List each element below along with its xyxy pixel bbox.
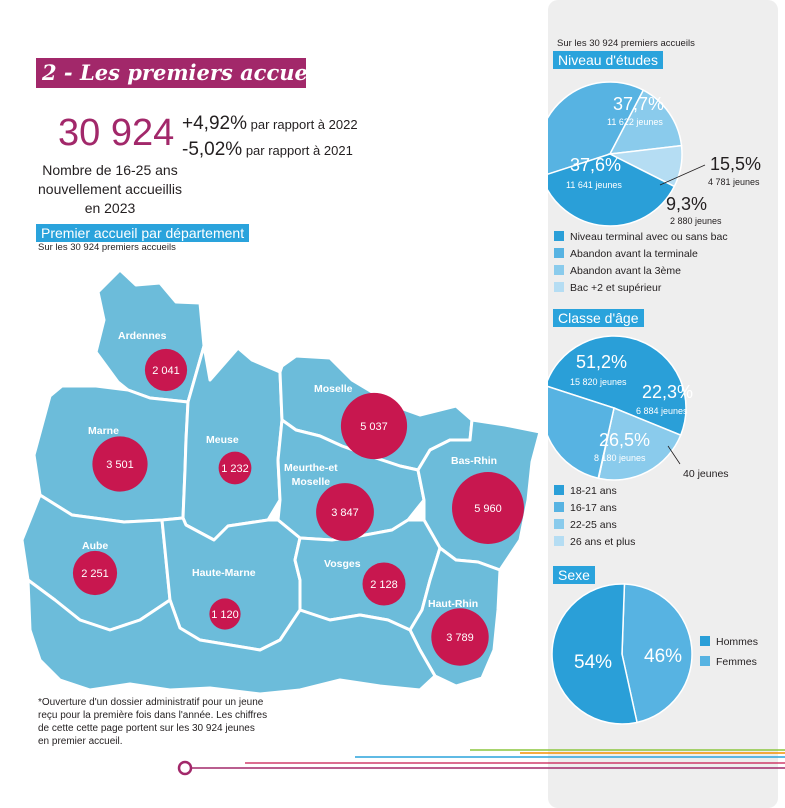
dept-label-vosges: Vosges [324,558,361,570]
studies-pct-3: 9,3% [666,194,708,214]
dept-label-moselle: Moselle [314,383,353,395]
bubble-value-6: 2 251 [81,568,109,580]
age-count-1: 8 180 jeunes [594,453,646,463]
delta-2021-pct: -5,02% [182,139,243,160]
footnote: *Ouverture d'un dossier administratif pour un jeune reçu pour la première fois dans l'année. Les chiffres de cette cette page portent sur les 30 924 jeunes en premier accueil. [38,697,268,747]
age-legend-1: 16-17 ans [554,502,617,514]
studies-legend-0: Niveau terminal avec ou sans bac [554,231,728,243]
map-subtitle: Sur les 30 924 premiers accueils [38,242,176,253]
sex-legend-1: Femmes [700,656,757,668]
bubble-value-7: 1 120 [211,609,239,621]
bubble-value-8: 2 128 [370,579,398,591]
map-title: Premier accueil par département [36,224,249,242]
page-title: 2 - Les premiers accueils* [36,58,306,88]
studies-count-3: 2 880 jeunes [670,216,722,226]
delta-2021-text: par rapport à 2021 [245,143,353,158]
dept-label-hautemarne: Haute-Marne [192,567,256,579]
studies-legend-3: Bac +2 et supérieur [554,282,661,294]
dept-label-meuse: Meuse [206,434,239,446]
age-count-2: 6 884 jeunes [636,406,688,416]
delta-2022-text: par rapport à 2022 [250,117,358,132]
delta-2022-pct: +4,92% [182,113,247,134]
studies-subtitle: Sur les 30 924 premiers accueils [557,38,695,49]
age-title: Classe d'âge [553,309,644,327]
sex-title: Sexe [553,566,595,584]
bubble-value-5: 5 960 [474,503,502,515]
studies-count-0: 11 641 jeunes [566,180,622,190]
age-legend-0: 18-21 ans [554,485,617,497]
dept-label-hautrhin: Haut-Rhin [428,598,479,610]
total-number: 30 924 [58,112,175,154]
studies-title: Niveau d'études [553,51,663,69]
studies-legend-2: Abandon avant la 3ème [554,265,681,277]
total-description: Nombre de 16-25 ans nouvellement accueillis en 2023 [38,162,182,216]
dept-label-marne: Marne [88,425,119,437]
bubble-value-0: 2 041 [152,365,180,377]
sex-pct-1: 46% [644,646,683,667]
age-pct-0: 51,2% [576,352,628,372]
studies-legend-1: Abandon avant la terminale [554,248,698,260]
bubble-value-2: 1 232 [221,463,249,475]
dept-label-meurthe: Meurthe-et Moselle [284,462,338,488]
studies-count-1: 11 622 jeunes [607,117,663,127]
bubble-value-9: 3 789 [446,632,474,644]
sex-legend-0: Hommes [700,636,758,648]
age-count-0: 15 820 jeunes [570,377,627,387]
dept-label-ardennes: Ardennes [118,330,167,342]
bubble-value-3: 5 037 [360,421,388,433]
studies-pct-0: 37,6% [570,155,622,175]
bubble-value-4: 3 847 [331,507,359,519]
age-pct-1: 26,5% [599,430,651,450]
studies-pct-2: 15,5% [710,154,762,174]
age-count-3: 40 jeunes [683,468,729,480]
studies-pct-1: 37,7% [613,94,665,114]
sex-pct-0: 54% [574,652,613,673]
age-legend-3: 26 ans et plus [554,536,635,548]
dept-label-basrhin: Bas-Rhin [451,455,498,467]
dept-label-aube: Aube [82,540,109,552]
bubble-value-1: 3 501 [106,459,134,471]
decorative-lines [0,740,785,790]
age-pct-2: 22,3% [642,382,694,402]
studies-count-2: 4 781 jeunes [708,177,760,187]
age-legend-2: 22-25 ans [554,519,617,531]
